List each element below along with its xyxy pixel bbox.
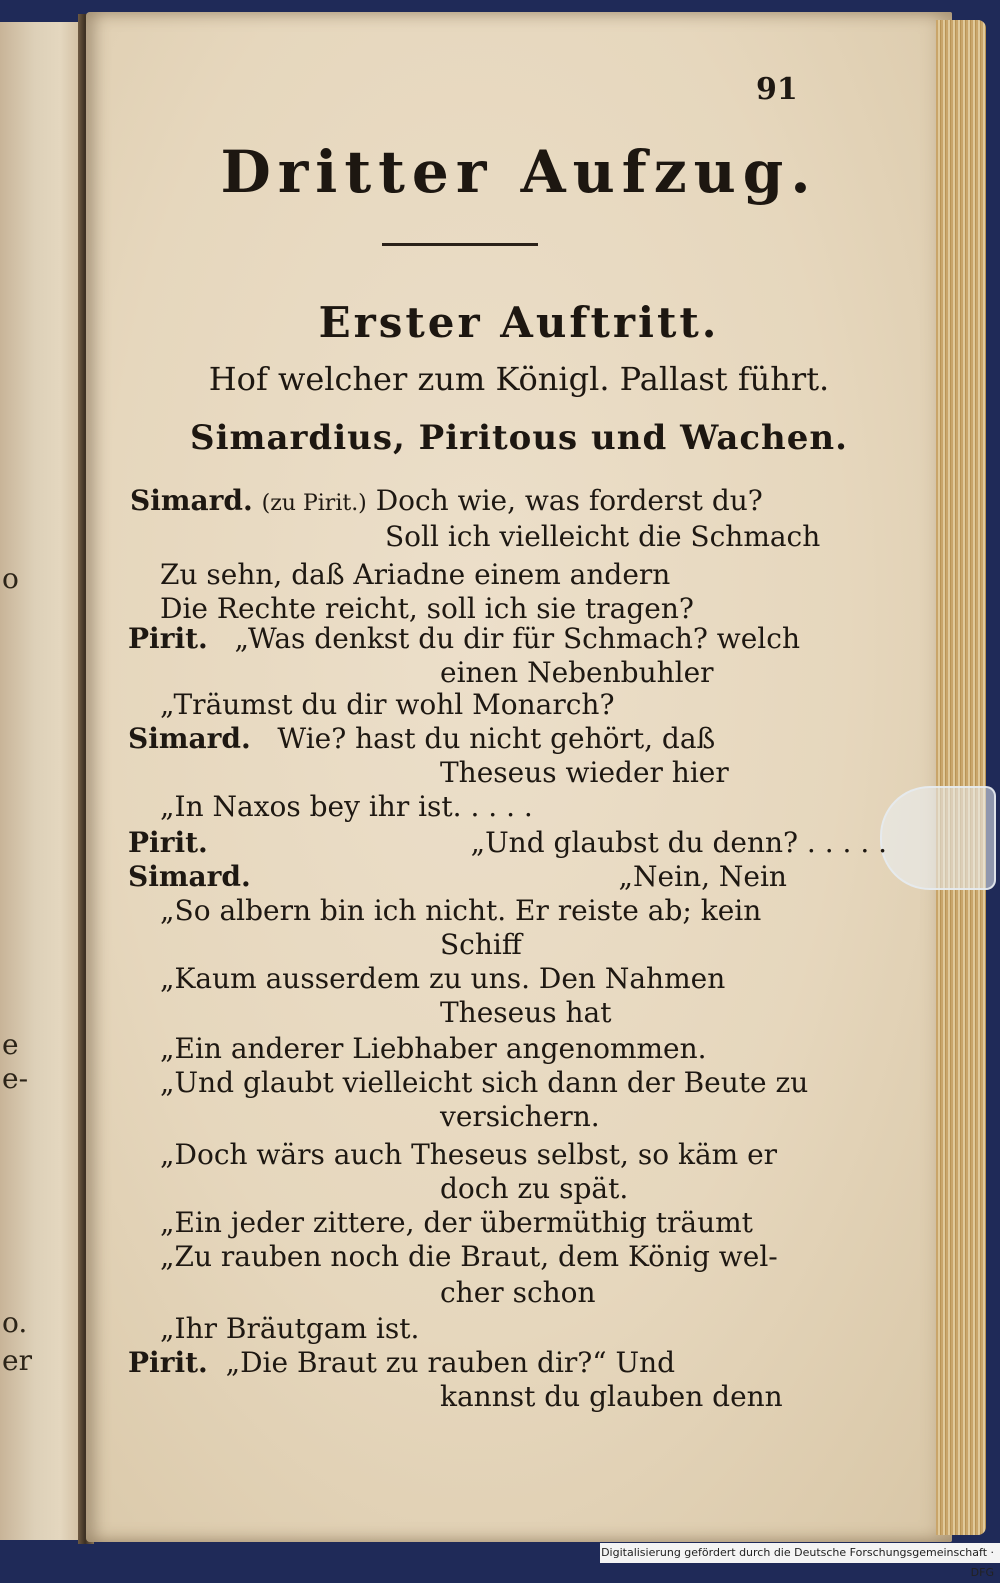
stage-direction: (zu Pirit.)	[261, 491, 367, 516]
footer-credit: Digitalisierung gefördert durch die Deutsche Forschungsgemeinschaft · DFG	[600, 1543, 1000, 1563]
chapter-title: Dritter Aufzug.	[220, 138, 818, 206]
line-text: Wie? hast du nicht gehört, daß	[277, 722, 716, 755]
scene-setting: Hof welcher zum Königl. Pallast führt.	[208, 360, 830, 398]
dialogue-line: „Ein anderer Liebhaber angenommen.	[160, 1032, 707, 1065]
dialogue-line: „Ein jeder zittere, der übermüthig träumt	[160, 1206, 753, 1239]
scene-characters: Simardius, Piritous und Wachen.	[190, 418, 848, 458]
dialogue-line: versichern.	[440, 1100, 600, 1133]
dialogue-line: kannst du glauben denn	[440, 1380, 783, 1413]
dialogue-line: Zu sehn, daß Ariadne einem andern	[160, 558, 671, 591]
dialogue-line: „Kaum ausserdem zu uns. Den Nahmen	[160, 962, 726, 995]
dialogue-line: Die Rechte reicht, soll ich sie tragen?	[160, 592, 694, 625]
speaker-name: Simard.	[130, 484, 253, 517]
left-page-fragment: e-	[2, 1062, 29, 1095]
dialogue-line	[128, 722, 715, 756]
dialogue-line: doch zu spät.	[440, 1172, 629, 1205]
dialogue-line: „Ihr Bräutgam ist.	[160, 1312, 420, 1345]
dialogue-line: „Und glaubt vielleicht sich dann der Beute zu	[160, 1066, 809, 1099]
line-text: „Die Braut zu rauben dir?“ Und	[225, 1346, 676, 1379]
dialogue-line	[128, 622, 800, 656]
dialogue-line: Theseus wieder hier	[440, 756, 729, 789]
page-edges	[936, 20, 986, 1535]
dialogue-line	[128, 826, 887, 860]
dialogue-line: Theseus hat	[440, 996, 612, 1029]
left-page-fragment: er	[2, 1344, 32, 1377]
line-text: „Nein, Nein	[618, 860, 787, 893]
left-page-fragment: o	[2, 562, 19, 595]
speaker-name: Simard.	[128, 860, 251, 893]
dialogue-line: „Träumst du dir wohl Monarch?	[160, 688, 615, 721]
speaker-name: Pirit.	[128, 622, 208, 655]
line-text: „Und glaubst du denn? . . . . .	[470, 826, 888, 859]
dialogue-line	[128, 1346, 675, 1380]
left-page-fragment: o.	[2, 1306, 28, 1339]
speaker-name: Pirit.	[128, 1346, 208, 1379]
left-page-fragment: e	[2, 1028, 19, 1061]
left-page	[0, 22, 86, 1540]
dialogue-line: einen Nebenbuhler	[440, 656, 714, 689]
dialogue-line: Schiff	[440, 928, 522, 961]
dialogue-line: „So albern bin ich nicht. Er reiste ab; kein	[160, 894, 762, 927]
speaker-name: Pirit.	[128, 826, 208, 859]
dialogue-line: „Doch wärs auch Theseus selbst, so käm er	[160, 1138, 778, 1171]
dialogue-line	[130, 484, 763, 521]
scene-title: Erster Auftritt.	[318, 298, 720, 347]
dialogue-line	[128, 860, 787, 894]
dialogue-line: cher schon	[440, 1276, 596, 1309]
dialogue-line: Soll ich vielleicht die Schmach	[385, 520, 821, 553]
page-clip	[880, 786, 996, 890]
speaker-name: Simard.	[128, 722, 251, 755]
page-number: 91	[756, 72, 798, 107]
line-text: Doch wie, was forderst du?	[375, 484, 763, 517]
title-divider	[382, 243, 538, 246]
line-text: „Was denkst du dir für Schmach? welch	[234, 622, 800, 655]
dialogue-line: „Zu rauben noch die Braut, dem König wel-	[160, 1240, 778, 1273]
dialogue-line: „In Naxos bey ihr ist. . . . .	[160, 790, 533, 823]
